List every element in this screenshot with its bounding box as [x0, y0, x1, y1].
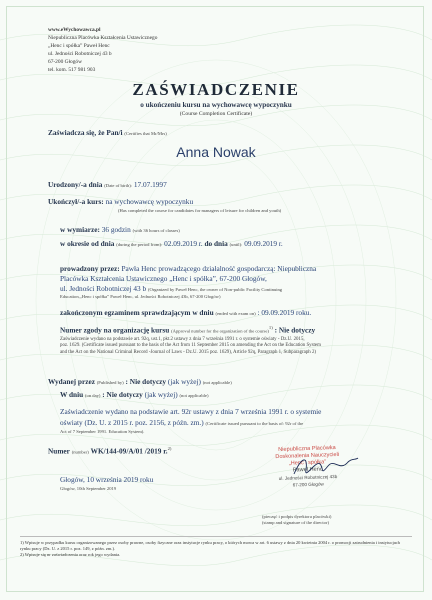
- basis-line-2a: oświaty (Dz. U. z 2015 r. poz. 2156, z późn. zm.): [60, 418, 204, 427]
- course-line: [48, 197, 193, 206]
- footnote-2: 2) Wpisuje się nr zaświadczenia oraz rok jego wydania.: [20, 552, 121, 558]
- issued-by-value: : Nie dotyczy: [125, 377, 167, 386]
- stamp-line-4: Paweł Henc: [292, 466, 323, 474]
- birth-value: 17.07.1997: [133, 180, 167, 189]
- hours-line: [60, 225, 180, 234]
- birth-label: Urodzony/-a dnia: [48, 180, 103, 189]
- organizer-value-1: Pawła Henc prowadzącego działalność gospodarczą: Niepubliczna: [121, 264, 317, 273]
- organizer-label: prowadzony przez:: [60, 264, 120, 273]
- stamp-line-6: 67-200 Głogów: [292, 481, 324, 488]
- course-value: na wychowawcę wypoczynku: [105, 197, 194, 206]
- period-to-label: do dnia: [204, 239, 228, 248]
- organizer-line-3: [60, 284, 282, 293]
- certify-label: Zaświadcza się, że Pan/i: [48, 128, 123, 137]
- document-subtitle: o ukończeniu kursu na wychowawcę wypoczynku: [140, 101, 292, 109]
- approval-text-3: and the Act on the National Criminal Record -Journal of Laws - Dz.U. 2015 poz. 1629), Article 92q, Paragraph 1, Subparagraph 2): [60, 349, 317, 355]
- org-street: ul. Jedności Robotniczej 43 b: [48, 50, 112, 57]
- footnote-1: 1) Wpisuje w przypadku kursu organizowanego przez osoby prawne, osoby fizyczne oraz instytucje rynku pracy, o których mowa w art. 6 ustawy z dnia 20 kwietnia 2004 r. o promocji zatrudnienia i instytucjach rynku pracy (Dz. U. z 2015 r. poz. 149, z późn. zm.).: [20, 540, 400, 552]
- certify-label-en: (Certifies that Mr/Mrs): [124, 131, 167, 136]
- issued-on-value: : Nie dotyczy: [102, 390, 143, 399]
- birth-label-en: (Date of birth):: [104, 183, 133, 188]
- footnotes: [20, 540, 410, 559]
- organizer-en-2: Education,„Henc i spółka” Paweł Henc, ul. Jedności Robotniczej 43b, 67-200 Głogów): [60, 294, 221, 299]
- period-from-value: 02.09.2019 r.: [164, 239, 203, 248]
- organization-header: [48, 27, 157, 74]
- basis-line-1: Zaświadczenie wydano na podstawie art. 92r ustawy z dnia 7 września 1991 r. o systemie: [60, 407, 322, 416]
- approval-label: Numer zgody na organizację kursu: [60, 325, 170, 335]
- footnote-divider: [20, 536, 412, 537]
- issued-by-label: Wydanej przez: [48, 377, 95, 386]
- issued-on-label: W dniu: [60, 390, 84, 399]
- org-city: 67-200 Głogów: [48, 58, 82, 65]
- organizer-value-2: Placówka Kształcenia Ustawicznego „Henc i spółka”, 67-200 Głogów,: [60, 274, 267, 283]
- org-website: www.eWychowawca.pl: [48, 27, 101, 33]
- number-footnote-mark: 2): [167, 446, 172, 451]
- approval-value: : Nie dotyczy: [274, 325, 316, 335]
- approval-text: [60, 337, 321, 356]
- issued-on-paren: (jak wyżej): [144, 390, 178, 399]
- number-value: WK/144-09/A/01: [90, 446, 143, 456]
- signature-caption-2: (stamp and signature of the director): [262, 520, 329, 525]
- birth-line: [48, 180, 167, 189]
- issued-by-paren: (jak wyżej): [167, 377, 201, 386]
- organizer-value-3: ul. Jedności Robotniczej 43 b: [60, 284, 147, 293]
- org-henc: „Henc i spółka” Paweł Henc: [48, 42, 110, 49]
- basis-line-2: [60, 418, 303, 427]
- approval-line: [60, 325, 315, 334]
- org-name: Niepubliczna Placówka Kształcenia Ustawicznego: [48, 34, 158, 41]
- certify-line: [48, 128, 167, 137]
- period-to-value: 09.09.2019 r.: [244, 239, 283, 248]
- exam-line: [60, 308, 311, 317]
- course-en: (Has completed the course for candidates for managers of leisure for children and youth): [118, 208, 282, 213]
- exam-en: (ended with exam on): [215, 311, 256, 316]
- issued-on-line: [60, 390, 208, 399]
- period-from-label: w okresie od dnia: [60, 239, 115, 248]
- organizer-en-1: (Organized by Paweł Henc, the owner of Non-public Facility Continuing: [147, 287, 283, 292]
- document-subtitle-en: (Course Completion Certificate): [179, 111, 253, 117]
- organizer-line-1: [60, 264, 316, 273]
- approval-text-2: poz. 1629. (Certificate issued pursuant to the basis of the Act from 11 September 2015 on amending the Act on the Education System: [60, 343, 321, 349]
- place-date-en: Głogów, 10th September 2019: [60, 486, 117, 491]
- number-suffix: /2019 r.: [144, 446, 168, 456]
- signature: [290, 452, 360, 482]
- place-date: Głogów, 10 września 2019 roku: [60, 475, 154, 484]
- issued-by-na: (not applicable): [202, 380, 232, 385]
- recipient-name: Anna Nowak: [176, 144, 256, 160]
- number-label: Numer: [48, 446, 70, 456]
- stamp-line-1: Niepubliczna Placówka: [278, 445, 336, 454]
- exam-label: zakończonym egzaminem sprawdzającym w dniu: [60, 308, 214, 317]
- period-to-en: (until):: [229, 242, 243, 247]
- exam-value: : 09.09.2019 roku.: [257, 308, 312, 317]
- approval-en: (Approval number for the organization of the course): [171, 328, 269, 334]
- basis-line-3: Act of 7 September 1991. Education System).: [60, 429, 145, 434]
- signature-caption-1: (pieczęć i podpis dyrektora placówki): [262, 514, 332, 519]
- stamp-line-3: „Henc i spółka”: [288, 459, 327, 467]
- org-phone: tel. kom. 517 981 903: [48, 66, 96, 73]
- document-title: ZAŚWIADCZENIE: [132, 80, 300, 99]
- period-line: [60, 239, 283, 248]
- number-en: (number): [71, 449, 89, 455]
- course-label: Ukończył/-a kurs:: [48, 197, 104, 206]
- hours-label: w wymiarze:: [60, 225, 100, 234]
- issued-by-en: (Published by): [96, 380, 124, 385]
- stamp-line-5: ul. Jedności Robotniczej 43b: [278, 473, 338, 482]
- issued-on-en: (on day): [85, 393, 101, 398]
- basis-line-2b: (Certificate issued pursuant to the basis of: 92r of the: [205, 421, 304, 426]
- hours-en: (with 36 hours of classes): [132, 228, 180, 233]
- number-line: [48, 446, 171, 455]
- hours-value: 36 godzin: [101, 225, 131, 234]
- approval-text-1: Zaświadczenie wydano na podstawie art. 92q, ust.1, pkt.2 ustawy z dnia 7 września 1991 r. o systemie oświaty - Dz.U. 2015,: [60, 337, 305, 342]
- stamp-line-2: Doskonalenia Nauczycieli: [275, 451, 340, 461]
- approval-footnote-mark: 1): [268, 325, 273, 330]
- issued-on-na: (not applicable): [179, 393, 209, 398]
- period-from-en: (during the period from):: [116, 242, 163, 247]
- issued-by-line: [48, 377, 232, 386]
